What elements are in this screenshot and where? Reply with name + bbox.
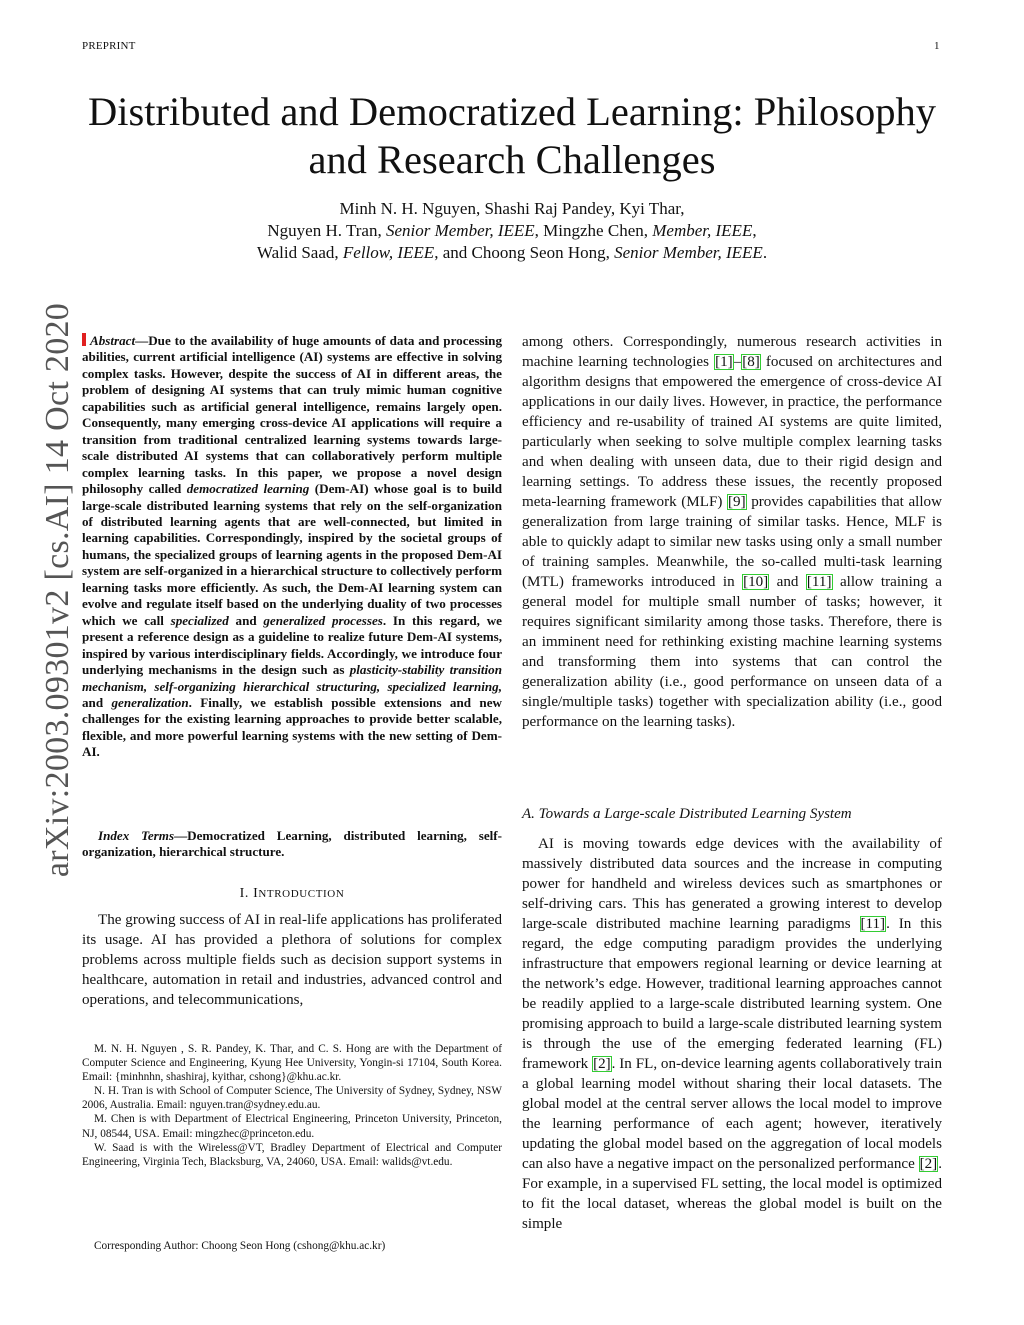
abstract-text: . Finally, we establish possible extensions and new challenges for the existing learning approaches to provide better scalable, flexible, and more powerful learning systems with the new setting of Dem-AI. xyxy=(82,694,502,760)
citation-link[interactable]: [8] xyxy=(742,354,760,370)
section-number: I. xyxy=(239,886,254,901)
section-title-smallcaps: NTRODUCTION xyxy=(258,888,345,900)
author-membership: Fellow, IEEE xyxy=(342,243,435,262)
abstract-emphasis: generalization xyxy=(111,694,189,710)
section-title-initial: I xyxy=(253,886,259,901)
citation-link[interactable]: [10] xyxy=(743,574,769,590)
body-text: and xyxy=(769,574,806,590)
page-number: 1 xyxy=(934,40,940,52)
punctuation: , xyxy=(752,221,757,240)
body-text: – xyxy=(733,354,742,370)
body-text: . For example, in a supervised FL setting, the local model is optimized to fit the local dataset, whereas the global model is built on the simple xyxy=(522,1156,942,1232)
abstract-text: and xyxy=(82,694,112,710)
body-text: . In this regard, the edge computing paradigm provides the underlying infrastructure that empowers regional learning or device learning at the network’s edge. However, traditional learning approaches cannot be readily applied to a large-scale distributed learning system. One promising approach to build a large-scale distributed learning system is through the use of the emerging federated learning (FL) framework xyxy=(522,916,943,1072)
index-terms-label: Index Terms xyxy=(98,828,175,843)
abstract xyxy=(82,333,502,761)
abstract-label: Abstract xyxy=(90,333,136,348)
body-text: focused on architectures and algorithm designs that empowered the emergence of cross-device AI applications in our daily lives. However, in practice, the performance efficiency and re-usability of trained AI systems are quite limited, particularly when seeking to solve multiple complex learning tasks and when dealing with unseen data, due to their rigid design and learning settings. To address these issues, the recently proposed meta-learning framework (MLF) xyxy=(522,354,942,510)
title-line-2: and Research Challenges xyxy=(308,137,716,182)
right-column-paragraph-1 xyxy=(522,332,942,732)
author-name: , Mingzhe Chen, xyxy=(534,221,653,240)
corresponding-author: Corresponding Author: Choong Seon Hong (cshong@khu.ac.kr) xyxy=(94,1240,386,1252)
body-text: . In FL, on-device learning agents collaboratively train a global learning model without sharing their local datasets. The global model at the central server allows the local model to improve the learning performance of each agent; however, iteratively updating the global model based on the aggregation of local models can also have a negative impact on the personalized performance xyxy=(522,1056,942,1172)
abstract-emphasis: democratized learning xyxy=(186,481,310,497)
abstract-emphasis: plasticity-stability transition mechanism, self-organizing hierarchical structuring, specialized learning, xyxy=(82,662,503,694)
citation-link[interactable]: [2] xyxy=(919,1156,938,1172)
citation-link[interactable]: [2] xyxy=(593,1056,611,1072)
section-heading-introduction xyxy=(82,886,502,902)
author-name: Nguyen H. Tran, xyxy=(267,221,386,240)
footnote-affiliation-2: N. H. Tran is with School of Computer Science, The University of Sydney, Sydney, NSW 2006, Australia. Email: nguyen.tran@sydney.edu.au. xyxy=(82,1085,502,1112)
abstract-text: . In this regard, we present a reference design as a guideline to realize future Dem-AI systems, inspired by various interdisciplinary fields. Accordingly, we introduce four underlying mechanisms in the design such as xyxy=(82,612,502,678)
author-membership: Senior Member, IEEE xyxy=(385,221,535,240)
citation-link[interactable]: [11] xyxy=(860,916,886,932)
running-head: PREPRINT xyxy=(82,40,136,52)
title-line-1: Distributed and Democratized Learning: Philosophy xyxy=(87,89,937,134)
subsection-heading: A. Towards a Large-scale Distributed Learning System xyxy=(522,806,852,822)
abstract-emphasis: generalized processes xyxy=(263,612,383,628)
index-terms xyxy=(82,828,502,861)
bookmark-flag-icon xyxy=(82,333,86,346)
right-column-paragraph-2 xyxy=(522,834,942,1234)
body-text: AI is moving towards edge devices with the availability of massively distributed data sources and the increase in computing power for handheld and wireless devices such as smartphones or self-driving cars. This has generated a growing interest to develop large-scale distributed machine learning paradigms xyxy=(522,836,942,932)
abstract-text: and xyxy=(228,612,264,628)
author-list xyxy=(82,198,942,264)
author-membership: Member, IEEE xyxy=(652,221,753,240)
footnote-affiliation-1: M. N. H. Nguyen , S. R. Pandey, K. Thar, and C. S. Hong are with the Department of Computer Science and Engineering, Kyung Hee University, Yongin-si 17104, South Korea. Email: {minhnhn, shashiraj, kyithar, cshong}@khu.ac.kr. xyxy=(82,1043,502,1084)
body-text: among others. Correspondingly, numerous research activities in machine learning technologies xyxy=(522,334,942,370)
abstract-emphasis: specialized xyxy=(170,612,229,628)
footnotes xyxy=(82,1042,502,1169)
introduction-paragraph: The growing success of AI in real-life applications has proliferated its usage. AI has provided a plethora of solutions for complex problems across multiple fields such as decision support systems in healthcare, automation in retail and industries, advanced control and operations, and telecommunications, xyxy=(82,912,502,1008)
paper-title xyxy=(70,88,954,184)
punctuation: . xyxy=(762,243,768,262)
abstract-text: (Dem-AI) whose goal is to build large-scale distributed learning systems that rely on the self-organization of distributed learning agents that are well-connected, but limited in learning capabilities. Correspondingly, inspired by the societal groups of humans, the specialized groups of learning agents in the proposed Dem-AI system are self-organized in a hierarchical structure to collectively perform learning tasks more efficiently. As such, the Dem-AI learning system can evolve and regulate itself based on the underlying duality of two processes which we call xyxy=(82,481,502,628)
index-terms-text: —Democratized Learning, distributed learning, self-organization, hierarchical structure. xyxy=(82,828,502,860)
author-name: Walid Saad, xyxy=(256,243,343,262)
author-name: , and Choong Seon Hong, xyxy=(434,243,615,262)
citation-link[interactable]: [9] xyxy=(728,494,746,510)
citation-link[interactable]: [11] xyxy=(806,574,832,590)
authors-line-1: Minh N. H. Nguyen, Shashi Raj Pandey, Kyi Thar, xyxy=(339,199,685,218)
arxiv-stamp[interactable]: arXiv:2003.09301v2 [cs.AI] 14 Oct 2020 xyxy=(39,302,76,878)
author-membership: Senior Member, IEEE xyxy=(614,243,763,262)
body-text: allow training a general model for multiple small number of tasks; however, it requires significant similarity among those tasks. Therefore, there is an imminent need for rethinking existing machine learning systems and transforming them into systems that can control the generalization ability (i.e., good performance on unseen data of a single/multiple tasks) together with specialization ability (i.e., good performance on the learning tasks). xyxy=(522,574,943,730)
citation-link[interactable]: [1] xyxy=(715,354,733,370)
footnote-affiliation-4: W. Saad is with the Wireless@VT, Bradley Department of Electrical and Computer Engineering, Virginia Tech, Blacksburg, VA, 24060, USA. Email: walids@vt.edu. xyxy=(82,1141,502,1168)
body-text: provides capabilities that allow generalization from large training of similar tasks. Hence, MLF is able to quickly adapt to similar new tasks using only a small number of training samples. Meanwhile, the so-called multi-task learning (MTL) frameworks introduced in xyxy=(522,494,942,590)
abstract-text: —Due to the availability of huge amounts of data and processing abilities, current artificial intelligence (AI) systems are effective in solving complex tasks. However, despite the success of AI in different areas, the problem of designing AI systems that can truly mimic human cognitive capabilities such as artificial general intelligence, remains largely open. Consequently, many emerging cross-device AI applications will require a transition from traditional centralized learning systems towards large-scale distributed AI systems that can collaboratively perform multiple complex learning tasks. In this paper, we propose a novel design philosophy called xyxy=(82,333,502,497)
authors-line-3 xyxy=(82,242,942,264)
footnote-affiliation-3: M. Chen is with Department of Electrical Engineering, Princeton University, Princeton, NJ, 08544, USA. Email: mingzhec@princeton.edu. xyxy=(82,1113,502,1140)
authors-line-2 xyxy=(82,220,942,242)
